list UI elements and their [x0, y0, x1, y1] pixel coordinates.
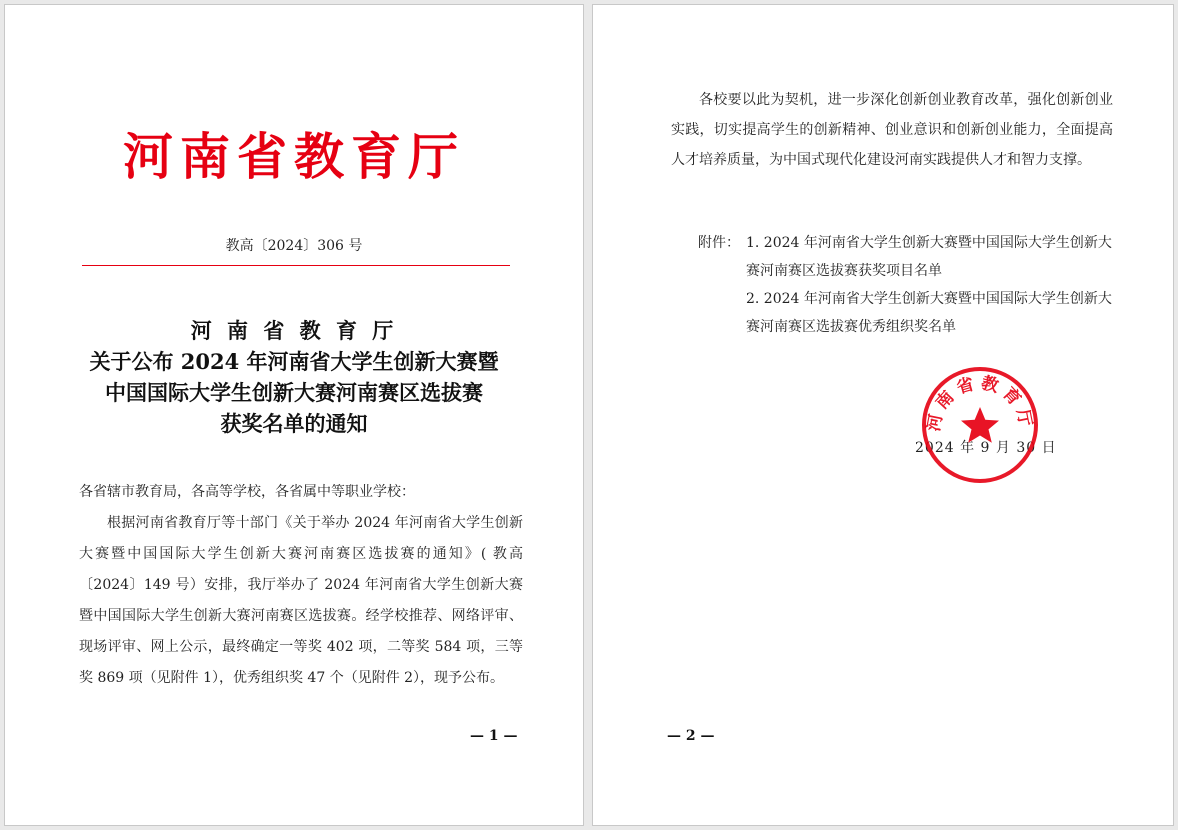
body-paragraph: 各校要以此为契机，进一步深化创新创业教育改革，强化创新创业实践，切实提高学生的创新精神、创业意识和创新创业能力，全面提高人才培养质量，为中国式现代化建设河南实践提供人才和智力支撑。	[671, 92, 1113, 168]
notice-title	[5, 315, 583, 439]
greeting-line: 各省辖市教育局，各高等学校，各省属中等职业学校：	[79, 484, 415, 500]
red-divider-line	[82, 265, 510, 266]
title-line-2: 关于公布 2024 年河南省大学生创新大赛暨	[89, 349, 499, 374]
page-number: — 1 —	[470, 728, 518, 744]
body-paragraph: 根据河南省教育厅等十部门《关于举办 2024 年河南省大学生创新大赛暨中国国际大学生创新大赛河南赛区选拔赛的通知》( 教高〔2024〕149 号）安排，我厅举办了 2024 年河南省大学生创新大赛暨中国国际大学生创新大赛河南赛区选拔赛。经学校推荐、网络评审、现场评审、网上公示，最终确定一等奖 402 项，二等奖 584 项，三等奖 869 项（见附件 1），优秀组织奖 47 个（见附件 2），现予公布。	[79, 515, 523, 686]
attachment-text: 2. 2024 年河南省大学生创新大赛暨中国国际大学生创新大赛河南赛区选拔赛优秀组织奖名单	[746, 291, 1112, 335]
attachments-label: 附件：	[698, 235, 740, 251]
title-line-3: 中国国际大学生创新大赛河南赛区选拔赛	[105, 380, 483, 405]
document-number: 教高〔2024〕306 号	[225, 238, 363, 254]
attachment-item	[698, 229, 1118, 285]
title-line-1: 河 南 省 教 育 厅	[190, 318, 398, 343]
attachments-list	[698, 229, 1118, 341]
masthead-title: 河南省教育厅	[123, 127, 465, 186]
attachment-text: 1. 2024 年河南省大学生创新大赛暨中国国际大学生创新大赛河南赛区选拔赛获奖项目名单	[746, 235, 1112, 279]
page-number: — 2 —	[667, 728, 715, 744]
official-seal	[918, 363, 1042, 487]
document-page-2	[592, 4, 1174, 826]
attachment-item	[698, 285, 1118, 341]
svg-text:河南省教育厅: 河南省教育厅	[923, 373, 1037, 434]
document-page-1	[4, 4, 584, 826]
issue-date: 2024 年 9 月 30 日	[915, 440, 1057, 456]
seal-icon	[918, 363, 1042, 487]
title-line-4: 获奖名单的通知	[220, 411, 368, 436]
